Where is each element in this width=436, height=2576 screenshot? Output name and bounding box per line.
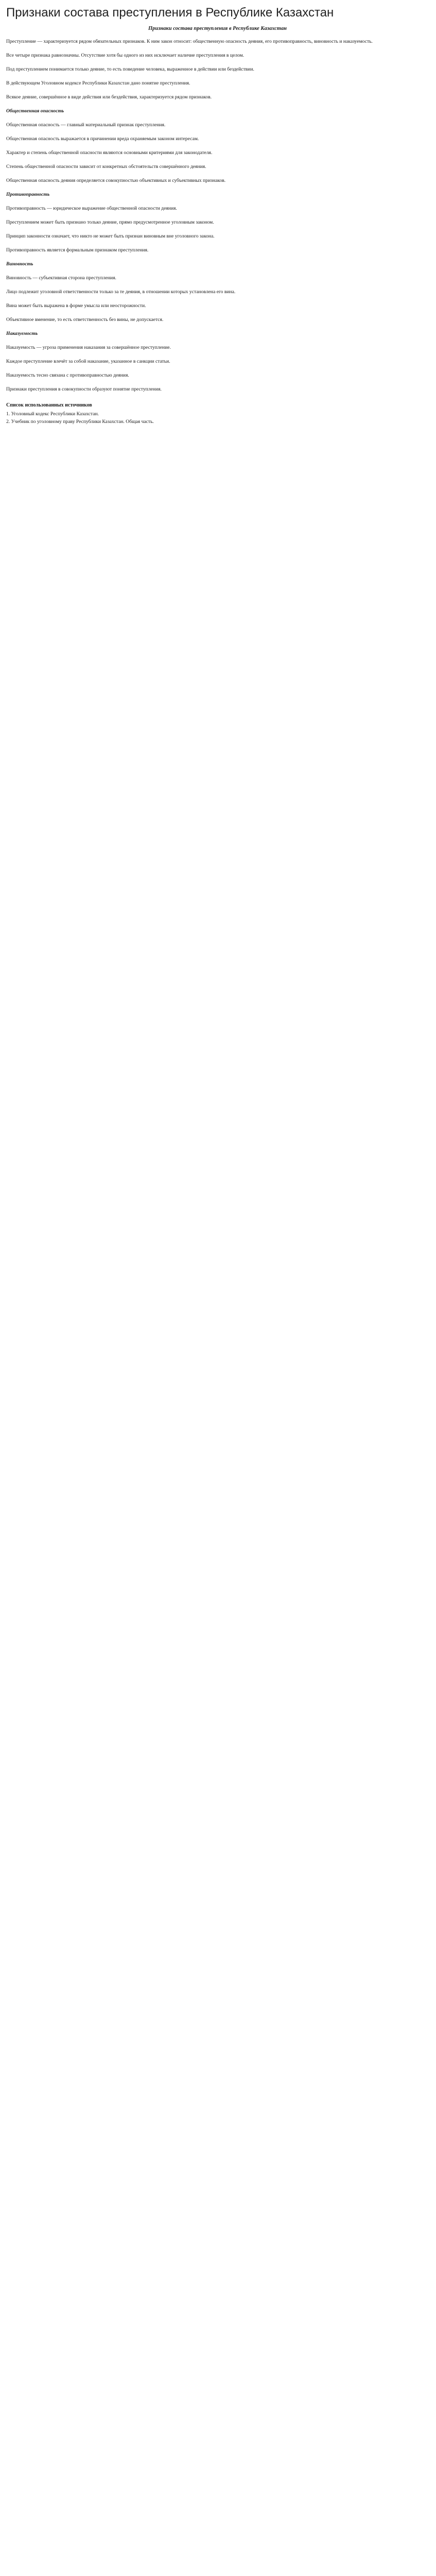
intro-section [6,38,429,101]
section-paragraph: Наказуемость — угроза применения наказания за совершённое преступление. [6,345,171,350]
section-paragraph: Принцип законности означает, что никто не может быть признан виновным вне уголовного закона. [6,233,215,239]
section-paragraph: Противоправность является формальным признаком преступления. [6,247,149,253]
section-paragraph: Степень общественной опасности зависит от конкретных обстоятельств совершённого деяния. [6,164,206,170]
section-paragraph: Общественная опасность деяния определяется совокупностью объективных и субъективных признаков. [6,178,226,183]
intro-paragraph: Под преступлением понимается только деяние, то есть поведение человека, выраженное в действии или бездействии. [6,66,254,72]
section-paragraph: Наказуемость тесно связана с противоправностью деяния. [6,372,129,378]
section-paragraph: Лицо подлежит уголовной ответственности только за те деяния, в отношении которых установлена его вина. [6,289,236,295]
section-heading: Общественная опасность [6,108,64,114]
section-paragraph: Общественная опасность — главный материальный признак преступления. [6,122,166,128]
section-heading: Наказуемость [6,331,38,336]
section-paragraph: Противоправность — юридическое выражение общественной опасности деяния. [6,206,177,211]
section-paragraph: Виновность — субъективная сторона преступления. [6,275,116,281]
section-paragraph: Характер и степень общественной опасности являются основными критериями для законодателя. [6,150,213,156]
section-paragraph: Объективное вменение, то есть ответственность без вины, не допускается. [6,317,164,323]
page-title: Признаки состава преступления в Республике Казахстан [6,6,334,20]
section-heading: Виновность [6,261,33,267]
document-subtitle: Признаки состава преступления в Республике Казахстан [148,26,287,31]
document-page [0,0,436,436]
sources-list [6,410,429,426]
intro-paragraph: Всякое деяние, совершённое в виде действия или бездействия, характеризуется рядом признаков. [6,94,212,100]
source-item: 2. Учебник по уголовному праву Республики Казахстан. Общая часть. [6,419,154,425]
intro-paragraph: Все четыре признака равнозначны. Отсутствие хотя бы одного из них исключает наличие преступления в целом. [6,53,245,58]
section-paragraph: Признаки преступления в совокупности образуют понятие преступления. [6,386,162,392]
content-sections [6,107,429,393]
section-paragraph: Каждое преступление влечёт за собой наказание, указанное в санкции статьи. [6,359,170,364]
source-item: 1. Уголовный кодекс Республики Казахстан. [6,411,99,417]
section-heading: Противоправность [6,192,50,197]
section-paragraph: Преступлением может быть признано только деяние, прямо предусмотренное уголовным законом. [6,219,214,225]
section-paragraph: Вина может быть выражена в форме умысла или неосторожности. [6,303,146,309]
section-paragraph: Общественная опасность выражается в причинении вреда охраняемым законом интересам. [6,136,199,142]
intro-paragraph: Преступление — характеризуется рядом обязательных признаков. К ним закон относит: общественную опасность деяния, его противоправность, виновность и наказуемость. [6,39,373,44]
intro-paragraph: В действующем Уголовном кодексе Республики Казахстан дано понятие преступления. [6,80,190,86]
sources-heading: Список использованных источников [6,402,92,408]
